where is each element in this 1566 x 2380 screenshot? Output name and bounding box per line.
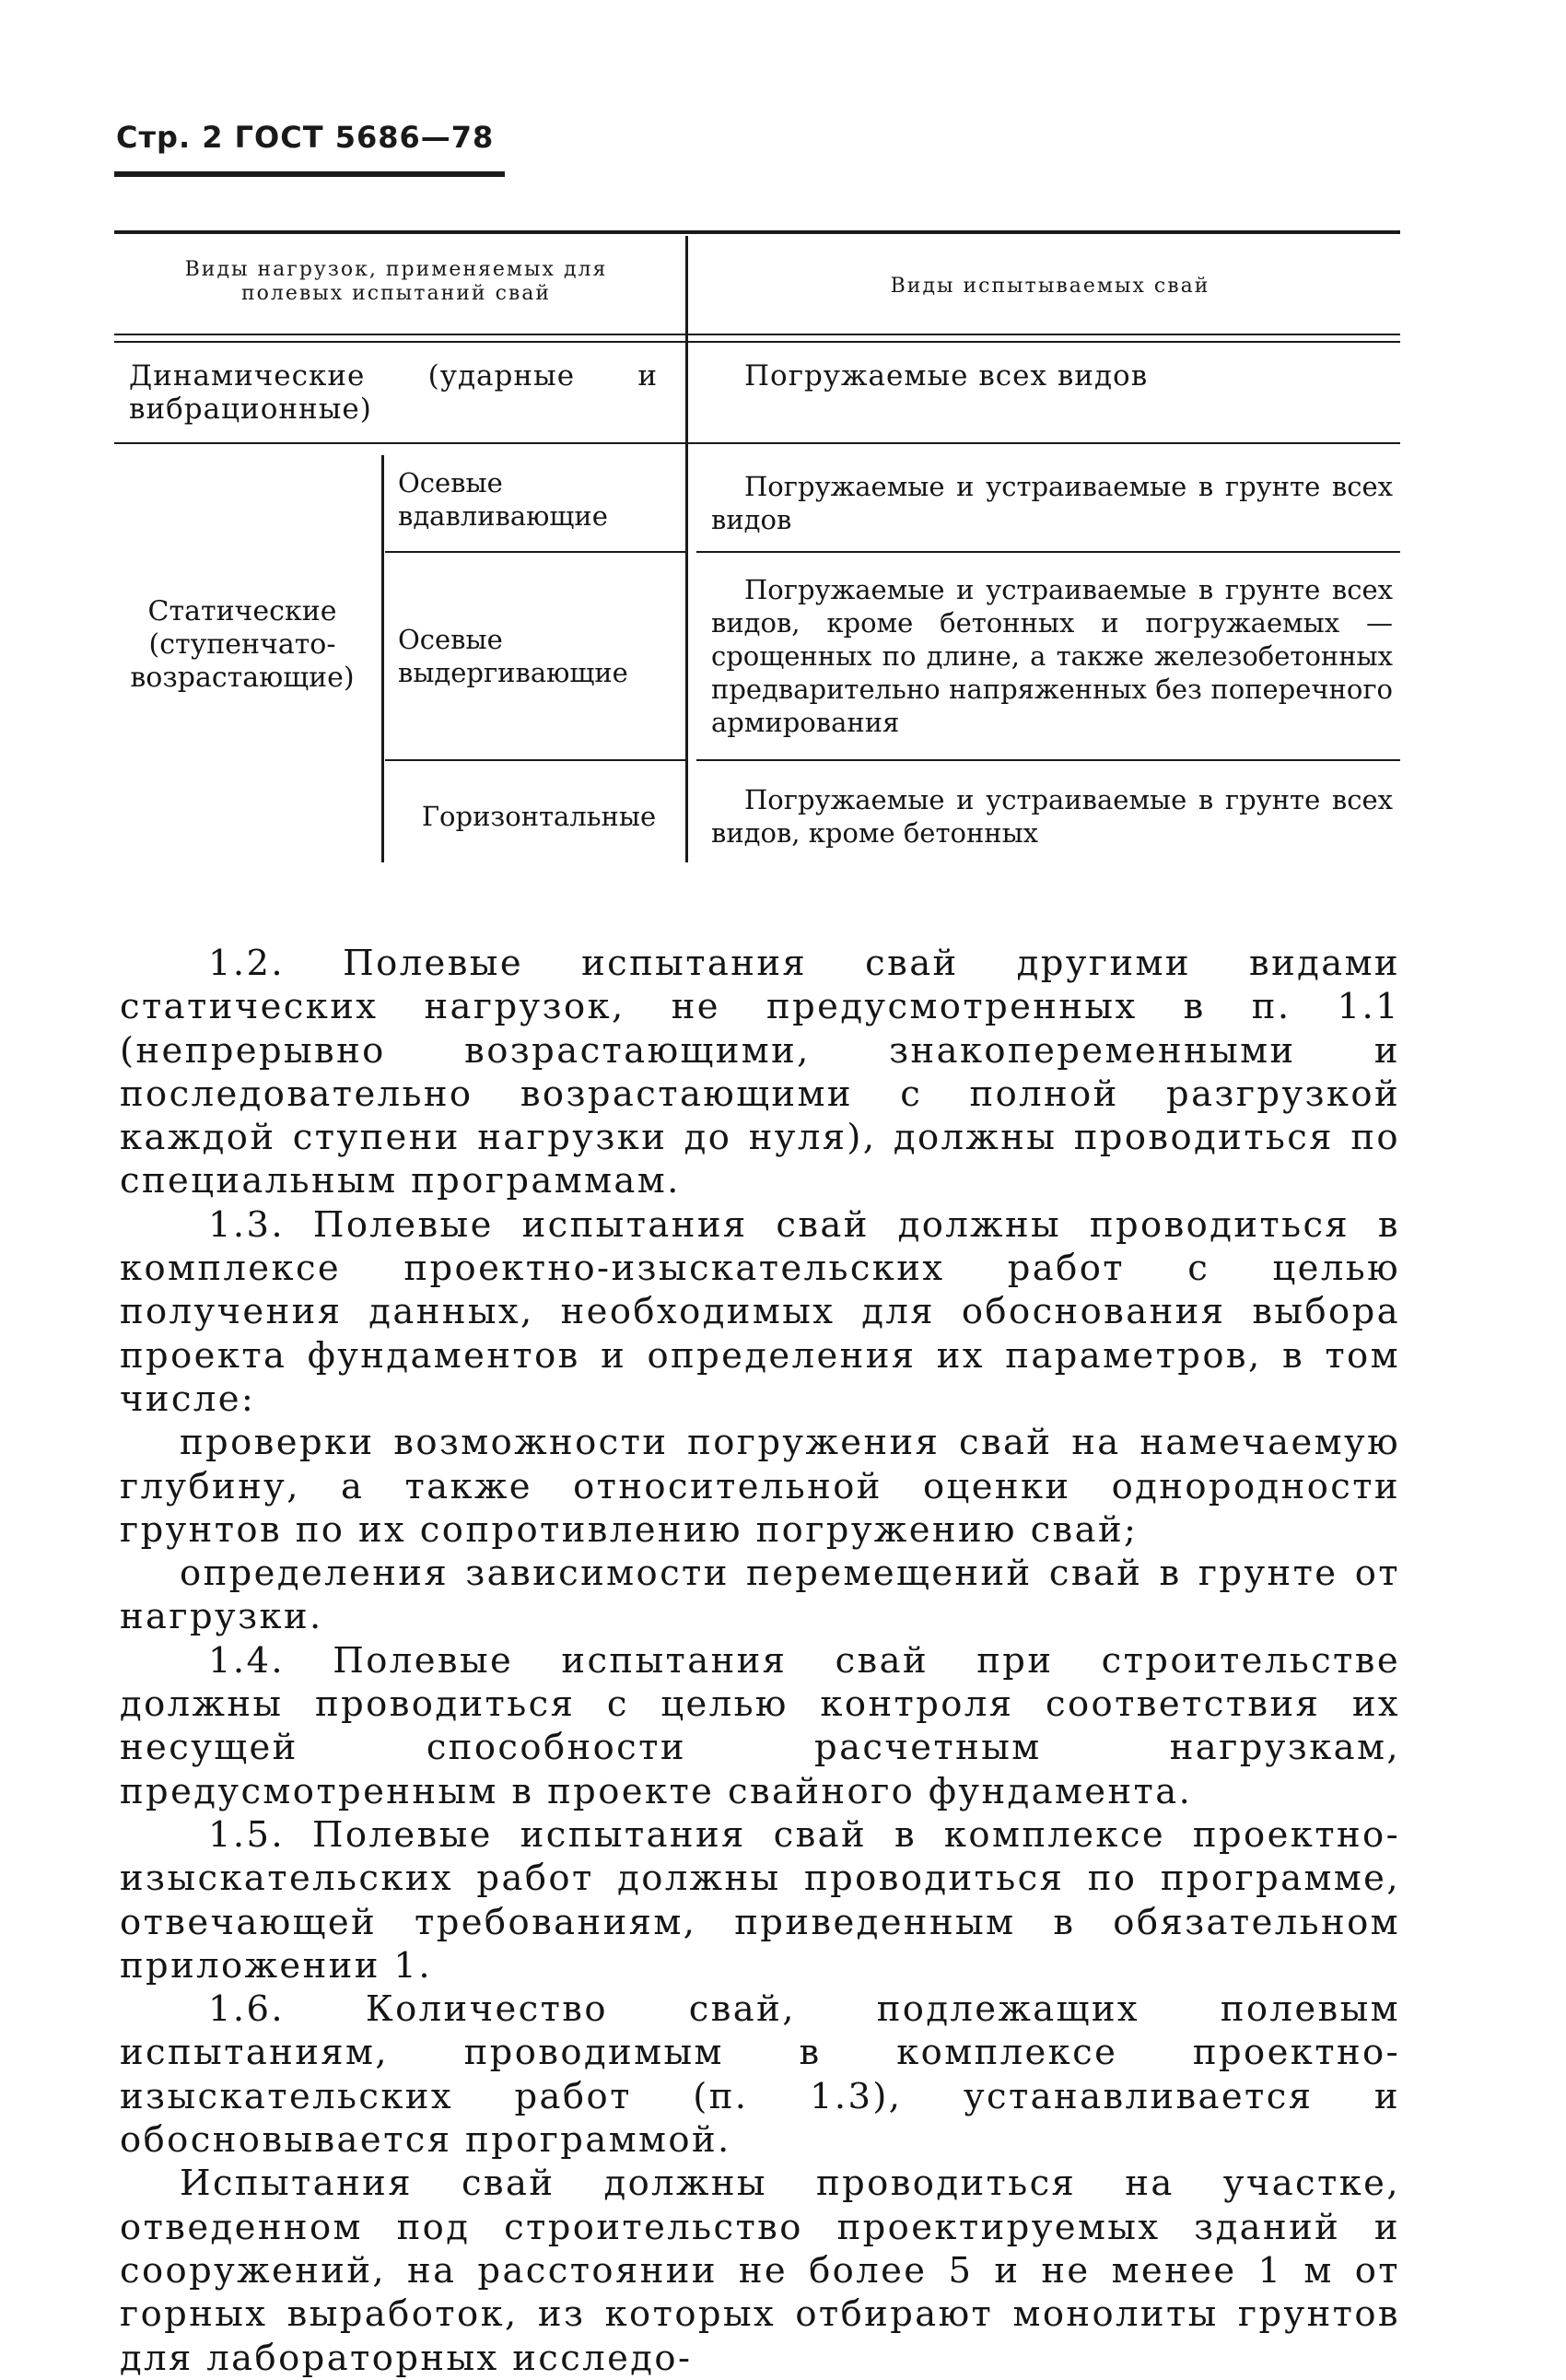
- paragraph-1-3: 1.3. Полевые испытания свай должны проводиться в комплексе проектно-изыскательских работ с целью получения данных, необходимых для обоснования выбора проекта фундаментов и определения их параметров, в том числе:: [120, 1203, 1400, 1420]
- table-center-divider: [685, 236, 688, 862]
- paragraph-1-6-cont: Испытания свай должны проводиться на участке, отведенном под строительство проектируемых зданий и сооружений, на расстоянии не более 5 и не менее 1 м от горных выработок, из которых отбирают монолиты грунтов для лабораторных исследо-: [120, 2163, 1400, 2379]
- static-row-separator-2: [385, 759, 685, 761]
- header-load-types: Виды нагрузок, применяемых для полевых испытаний свай: [184, 258, 608, 305]
- static-subcolumn-divider: [381, 455, 384, 862]
- dynamic-piles-cell: Погружаемые всех видов: [744, 359, 1149, 393]
- paragraph-1-3-item-a: проверки возможности погружения свай на намечаемую глубину, а также относительной оценки однородности грунтов по их сопротивлению погружению свай;: [120, 1422, 1400, 1551]
- body-text: [120, 942, 1400, 2380]
- paragraph-1-2: 1.2. Полевые испытания свай другими видами статических нагрузок, не предусмотренных в п. 1.1 (непрерывно возрастающими, знакопеременными и последовательно возрастающими с полной разгрузкой каждой ступени нагрузки до нуля), должны проводиться по специальным программам.: [120, 943, 1400, 1202]
- static-horizontal-piles: Погружаемые и устраиваемые в грунте всех видов, кроме бетонных: [711, 784, 1393, 849]
- table-top-rule: [114, 230, 1400, 234]
- paragraph-1-5: 1.5. Полевые испытания свай в комплексе проектно-изыскательских работ должны проводиться по программе, отвечающей требованиям, приведенным в обязательном приложении 1.: [120, 1813, 1400, 1987]
- static-axial-pulling-load: Осевые выдергивающие: [398, 624, 628, 688]
- static-row-separator-2b: [696, 759, 1400, 761]
- dynamic-load-cell: Динамические (ударные и вибрационные): [129, 359, 658, 426]
- paragraph-1-3-item-b: определения зависимости перемещений свай в грунте от нагрузки.: [120, 1553, 1400, 1638]
- static-axial-pressing-piles: Погружаемые и устраиваемые в грунте всех видов: [711, 471, 1393, 535]
- header-pile-types: Виды испытываемых свай: [890, 275, 1210, 298]
- header-rule: [114, 171, 505, 177]
- static-axial-pressing-load: Осевые вдавливающие: [398, 467, 608, 532]
- static-row-separator-1b: [696, 551, 1400, 553]
- header-bottom-rule-2: [114, 341, 1400, 343]
- header-bottom-rule-1: [114, 334, 1400, 335]
- paragraph-1-6: 1.6. Количество свай, подлежащих полевым испытаниям, проводимым в комплексе проектно-изыскательских работ (п. 1.3), устанавливается и обосновывается программой.: [120, 1988, 1400, 2162]
- row-separator-dynamic: [114, 442, 1400, 444]
- static-axial-pulling-piles: Погружаемые и устраиваемые в грунте всех видов, кроме бетонных и погружаемых — срощенных по длине, а также железобетонных предварительно напряженных без поперечного армирования: [711, 574, 1393, 738]
- static-horizontal-load: Горизонтальные: [421, 801, 657, 832]
- paragraph-1-4: 1.4. Полевые испытания свай при строительстве должны проводиться с целью контроля соответствия их несущей способности расчетным нагрузкам, предусмотренным в проекте свайного фундамента.: [120, 1639, 1400, 1812]
- static-row-separator-1: [385, 551, 685, 553]
- page-header: Стр. 2 ГОСТ 5686—78: [116, 120, 495, 155]
- static-group-cell: Статические (ступенчато-возрастающие): [130, 595, 355, 694]
